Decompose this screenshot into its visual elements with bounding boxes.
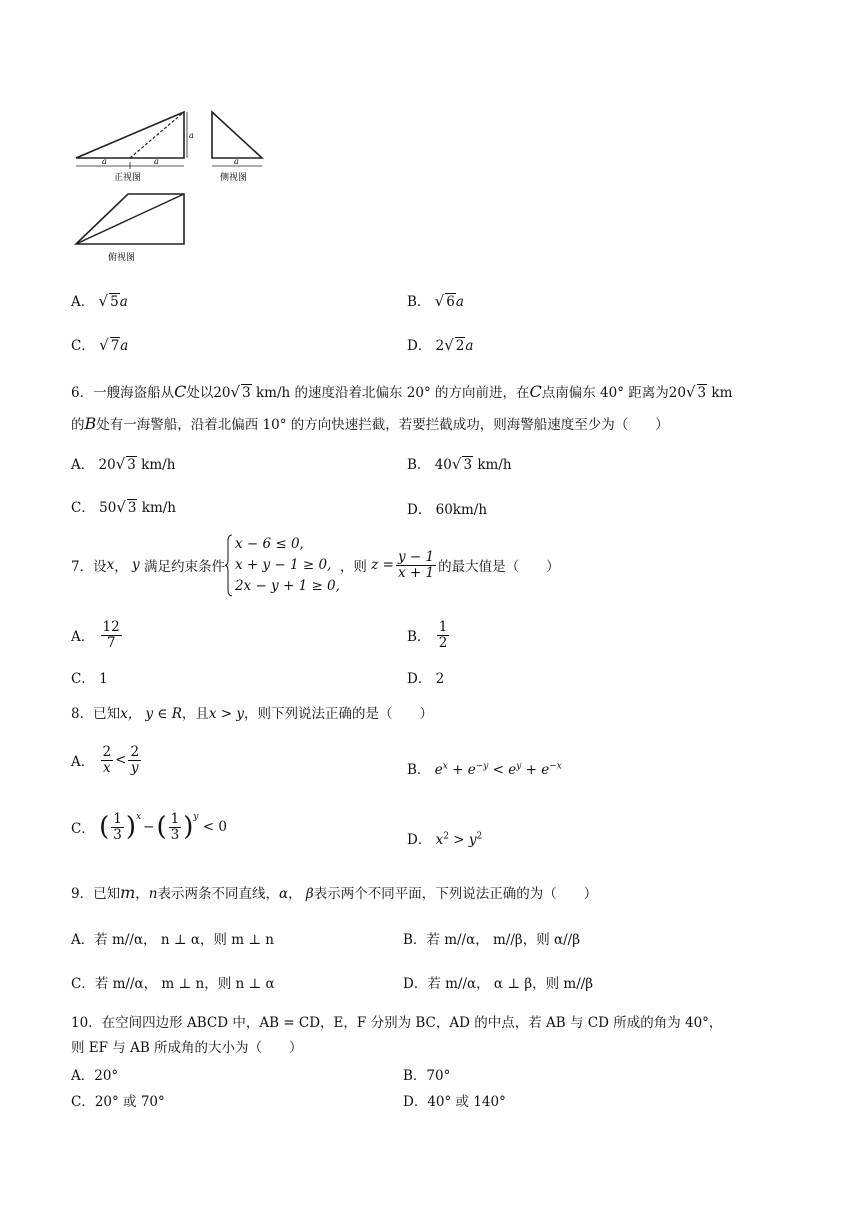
side-view-label: 侧视图 bbox=[220, 173, 248, 183]
q9-option-c[interactable]: C．若 m//α， m ⊥ n，则 n ⊥ α bbox=[71, 976, 275, 992]
q7-option-c[interactable]: C． 1 bbox=[71, 671, 108, 687]
top-view-label: 俯视图 bbox=[108, 253, 136, 263]
q5-option-d[interactable]: D． 2√ 2a bbox=[407, 336, 474, 354]
q6-option-c[interactable]: C． 50√ 3 km/h bbox=[71, 498, 177, 516]
q10-stem-line2: 则 EF 与 AB 所成角的大小为（ ） bbox=[71, 1040, 303, 1056]
q6-option-b[interactable]: B． 40√ 3 km/h bbox=[407, 455, 512, 473]
q10-option-c[interactable]: C．20° 或 70° bbox=[71, 1094, 165, 1110]
q5-option-b[interactable]: B． √ 6a bbox=[407, 292, 464, 310]
q7-objective-fraction: $\frac{y - 1}{x + 1}$ bbox=[397, 549, 435, 581]
front-dim-a1: a bbox=[102, 157, 107, 166]
q8-option-c[interactable]: C． ( $\frac{1}{3}$ ) $^x$ − ( $\frac{1}{3}$ ) $^y$ < 0 bbox=[71, 811, 227, 843]
q7-stem: 7．设 x ， y 满足约束条件 x − 6 ≤ 0, x + y − 1 ≥ 0, 2x − y + 1 ≥ 0, ，则 z = $\frac{y - 1}{x + 1}$ 的最大值是（ ） bbox=[71, 534, 560, 597]
q6-option-d[interactable]: D． 60km/h bbox=[407, 502, 488, 518]
three-view-figure bbox=[66, 106, 286, 266]
q9-stem: 9．已知m，n表示两条不同直线，α， β表示两个不同平面，下列说法正确的为（ ） bbox=[71, 883, 598, 902]
q6-option-a[interactable]: A． 20√ 3 km/h bbox=[71, 455, 176, 473]
q6-stem-line1: 6．一艘海盗船从C处以20√ 3 km/h 的速度沿着北偏东 20° 的方向前进，在C点南偏东 40° 距离为20√ 3 km bbox=[71, 382, 733, 401]
side-dim-a: a bbox=[234, 157, 239, 166]
q10-stem-line1: 10．在空间四边形 ABCD 中，AB = CD，E，F 分别为 BC，AD 的中点，若 AB 与 CD 所成的角为 40°， bbox=[71, 1015, 723, 1031]
q8-option-a[interactable]: A． $\frac{2}{x}$ < $\frac{2}{y}$ bbox=[71, 744, 140, 776]
q7-option-d[interactable]: D． 2 bbox=[407, 671, 445, 687]
q8-option-b[interactable]: B． $e^x + e^{-y} < e^y + e^{-x}$ bbox=[407, 761, 562, 778]
q9-option-a[interactable]: A．若 m//α， n ⊥ α，则 m ⊥ n bbox=[71, 932, 275, 948]
q8-stem: 8．已知x， y ∈ R，且x > y，则下列说法正确的是（ ） bbox=[71, 706, 434, 722]
front-dim-a2: a bbox=[154, 157, 159, 166]
q10-option-d[interactable]: D．40° 或 140° bbox=[403, 1094, 506, 1110]
q7-option-b[interactable]: B． $\frac{1}{2}$ bbox=[407, 619, 448, 651]
q8-option-d[interactable]: D． $x^2 > y^2$ bbox=[407, 831, 483, 848]
front-dim-height: a bbox=[189, 131, 194, 140]
q9-option-b[interactable]: B．若 m//α， m//β，则 α//β bbox=[403, 932, 581, 948]
q10-option-a[interactable]: A．20° bbox=[71, 1068, 119, 1084]
q10-option-b[interactable]: B．70° bbox=[403, 1068, 451, 1084]
q9-option-d[interactable]: D．若 m//α， α ⊥ β，则 m//β bbox=[403, 976, 594, 992]
q5-option-c[interactable]: C． √ 7a bbox=[71, 336, 129, 354]
q7-constraint-system: x − 6 ≤ 0, x + y − 1 ≥ 0, 2x − y + 1 ≥ 0, bbox=[225, 534, 340, 597]
q7-option-a[interactable]: A． $\frac{12}{7}$ bbox=[71, 619, 120, 651]
q5-option-a[interactable]: A． √ 5a bbox=[71, 292, 128, 310]
q6-stem-line2: 的B处有一海警船，沿着北偏西 10° 的方向快速拦截，若要拦截成功，则海警船速度至少为（ ） bbox=[71, 414, 669, 433]
three-view-diagram bbox=[66, 106, 286, 266]
front-view-label: 正视图 bbox=[114, 173, 142, 183]
